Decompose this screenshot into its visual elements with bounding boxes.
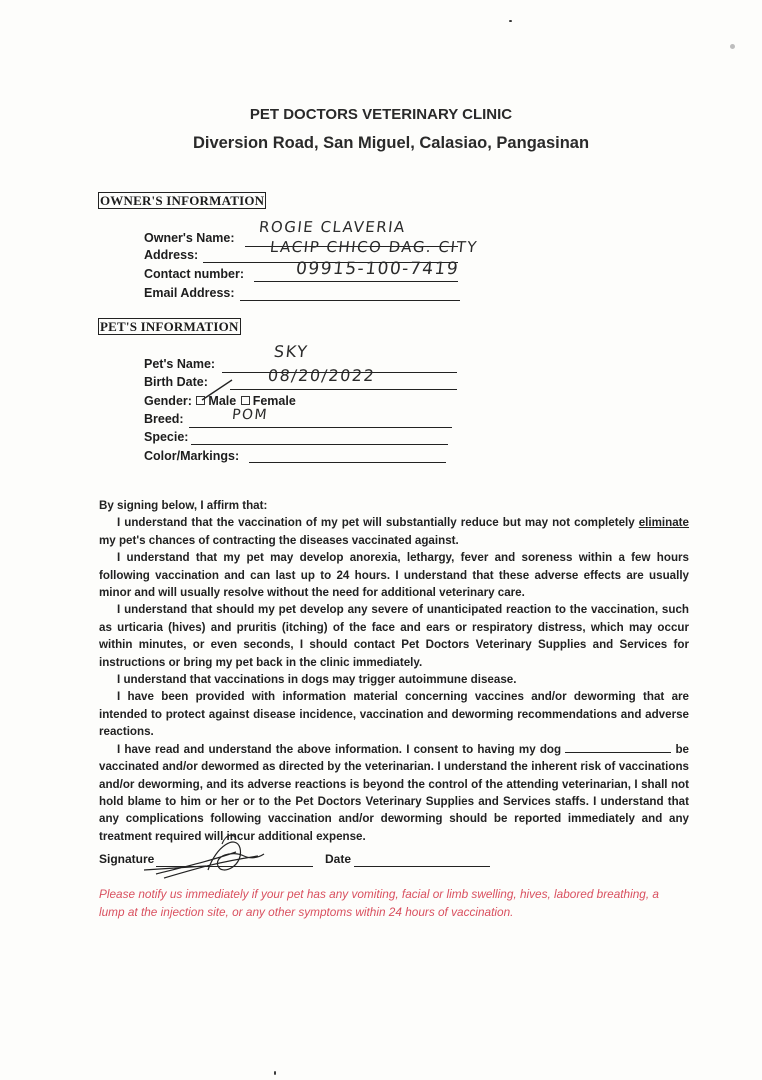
scan-speck xyxy=(509,20,512,22)
email-label: Email Address: xyxy=(144,286,235,300)
breed-line xyxy=(189,427,452,428)
gender-label: Gender: xyxy=(144,394,192,408)
address-value[interactable]: LACIP CHICO DAG. CITY xyxy=(269,238,479,256)
consent-paragraph-3: I understand that should my pet develop any severe of unanticipated reaction to the vaccination, such as urticaria (hives) and pruritis (itching) of the face and ears or respiratory distress, which may occur within minutes, or even seconds, I should contact Pet Doctors Veterinary Supplies and Services for instructions or bring my pet back in the clinic immediately. xyxy=(99,603,689,669)
owner-name-value[interactable]: ROGIE CLAVERIA xyxy=(258,218,407,236)
consent-paragraph-2: I understand that my pet may develop anorexia, lethargy, fever and soreness within a few hours following vaccination and can last up to 24 hours. I understand that these adverse effects are usually minor and will usually resolve without the need for additional veterinary care. xyxy=(99,551,689,600)
signature-scribble xyxy=(118,826,268,888)
consent-paragraph-6: I have read and understand the above information. I consent to having my dog be vaccinated and/or dewormed as directed by the veterinarian. I understand the inherent risk of vaccinations and/or deworming, and its adverse reactions is beyond the control of the attending veterinarian, I shall not hold blame to him or her or to the Pet Doctors Veterinary Supplies and Services staffs. I understand that any complications following vaccination and/or deworming should be reported immediately and any treatment required will incur additional expense. xyxy=(99,742,689,843)
birth-date-label: Birth Date: xyxy=(144,375,208,389)
pet-name-label: Pet's Name: xyxy=(144,357,216,371)
address-label: Address: xyxy=(144,248,199,262)
owner-name-label: Owner's Name: xyxy=(144,231,235,245)
owner-section-heading: OWNER'S INFORMATION xyxy=(100,193,265,208)
dog-name-blank[interactable] xyxy=(565,742,671,753)
birth-date-value[interactable]: 08/20/2022 xyxy=(267,366,377,385)
email-line xyxy=(240,300,460,301)
birth-date-line xyxy=(230,389,457,390)
gender-female-label: Female xyxy=(252,394,296,408)
clinic-name: PET DOCTORS VETERINARY CLINIC xyxy=(249,106,513,123)
gender-row xyxy=(144,394,296,408)
specie-line xyxy=(191,444,448,445)
date-label: Date xyxy=(325,852,352,866)
breed-value[interactable]: POM xyxy=(231,407,269,423)
signature-label: Signature xyxy=(99,852,155,866)
color-label: Color/Markings: xyxy=(144,449,240,463)
female-checkbox[interactable] xyxy=(241,396,250,405)
pet-name-value[interactable]: SKY xyxy=(273,342,310,361)
scan-speck xyxy=(730,44,735,49)
consent-paragraph-5: I have been provided with information material concerning vaccines and/or deworming that are intended to protect against disease incidence, vaccination and deworming recommendations and adverse reactions. xyxy=(99,690,689,739)
consent-text xyxy=(99,497,689,845)
pet-section-heading: PET'S INFORMATION xyxy=(100,319,239,334)
consent-paragraph-4: I understand that vaccinations in dogs may trigger autoimmune disease. xyxy=(117,673,517,687)
aftercare-notice: Please notify us immediately if your pet has any vomiting, facial or limb swelling, hives, labored breathing, a lump at the injection site, or any other symptoms within 24 hours of vaccination. xyxy=(99,887,659,919)
clinic-address: Diversion Road, San Miguel, Calasiao, Pangasinan xyxy=(192,134,590,152)
consent-intro: By signing below, I affirm that: xyxy=(99,499,268,512)
gender-male-label: Male xyxy=(208,394,237,408)
scan-speck xyxy=(274,1071,276,1075)
male-checkbox[interactable] xyxy=(196,396,205,405)
breed-label: Breed: xyxy=(144,412,184,426)
contact-label: Contact number: xyxy=(144,267,244,281)
color-line xyxy=(249,462,446,463)
date-line[interactable] xyxy=(354,866,490,867)
specie-label: Specie: xyxy=(144,430,189,444)
contact-line xyxy=(254,281,458,282)
contact-value[interactable]: 09915-100-7419 xyxy=(294,259,461,279)
consent-paragraph-1: I understand that the vaccination of my pet will substantially reduce but may not completely eliminate my pet's chances of contracting the diseases vaccinated against. xyxy=(99,516,689,547)
